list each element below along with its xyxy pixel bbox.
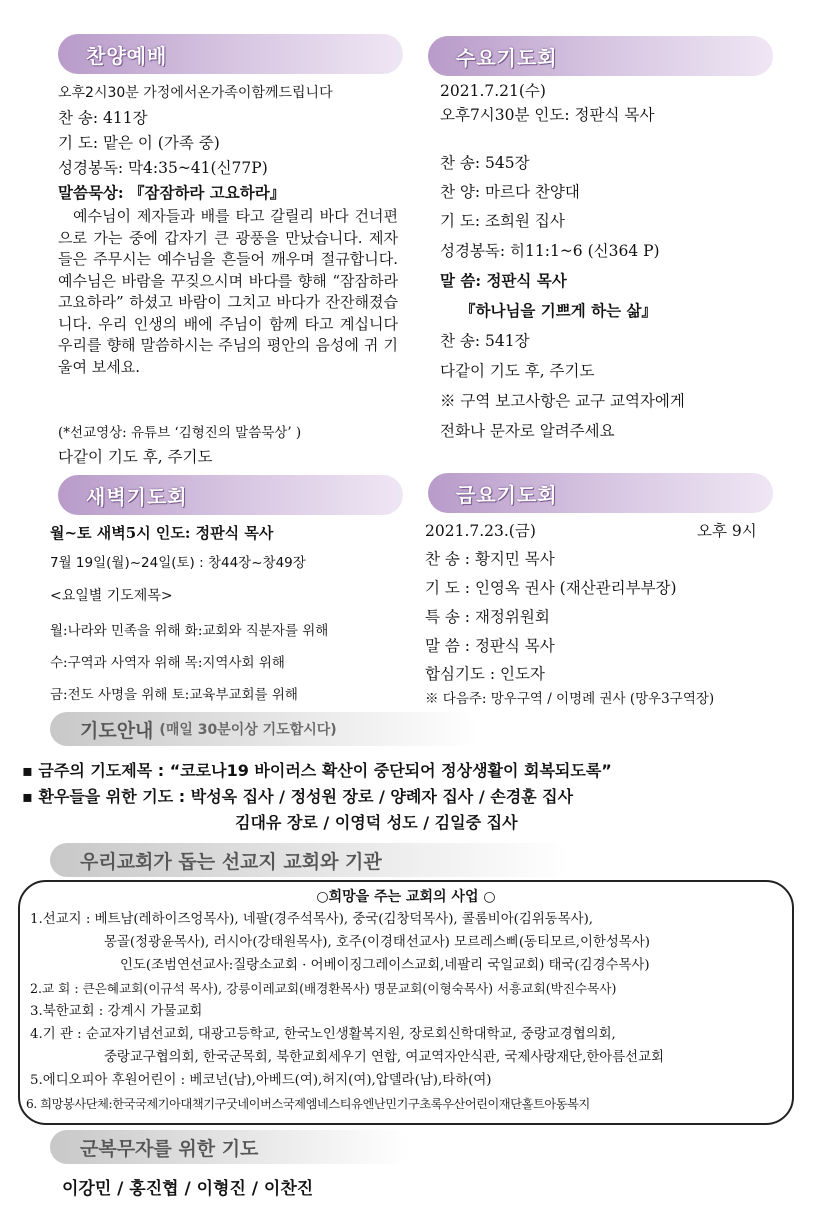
fri-prayer: 기 도 : 인영옥 권사 (재산관리부부장): [425, 579, 677, 597]
wed-time-leader: 오후7시30분 인도: 정판식 목사: [440, 106, 655, 124]
prayer-guide-title: 기도안내: [80, 719, 154, 742]
dawn-topic-fri-sat: 금:전도 사명을 위해 토:교육부교회를 위해: [50, 687, 298, 703]
worship-hymn: 찬 송: 411장: [58, 109, 148, 127]
military-names: 이강민 / 홍진협 / 이형진 / 이찬진: [62, 1179, 314, 1199]
fri-date: 2021.7.23.(금): [425, 522, 536, 540]
wed-hymn-2: 찬 송: 541장: [440, 332, 530, 350]
mission-line-9: 6. 희망봉사단체:한국국제기아대책기구굿네이버스국제엠네스티유엔난민기구초록우산어린이재단홀트아동복지: [26, 1097, 590, 1111]
wed-hymn: 찬 송: 545장: [440, 154, 530, 172]
wed-choir: 찬 양: 마르다 찬양대: [440, 183, 580, 201]
dawn-prayer-section: [50, 522, 410, 712]
dawn-reading: 7월 19일(월)~24일(토) : 창44장~창49장: [50, 555, 306, 571]
worship-video-note: (*선교영상: 유튜브 ‘김형진의 말씀묵상’ ): [58, 425, 302, 441]
military-prayer-header: [50, 1130, 410, 1164]
wednesday-prayer-section: [440, 80, 785, 460]
dawn-prayer-title: 새벽기도회: [86, 484, 188, 509]
prayer-guide-subtitle: (매일 30분이상 기도합시다): [159, 722, 337, 738]
missions-box-title: ○희망을 주는 교회의 사업 ○: [316, 889, 496, 905]
wed-scripture: 성경봉독: 히11:1~6 (신364 P): [440, 242, 660, 260]
wed-sermon-title: 『하나님을 기쁘게 하는 삶』: [460, 301, 657, 320]
mission-line-7: 중랑교구협의회, 한국군목회, 북한교회세우기 연합, 여교역자안식관, 국제사랑재단,한아름선교회: [104, 1050, 664, 1065]
fri-hymn: 찬 송 : 황지민 목사: [425, 550, 555, 568]
mission-line-4: 2.교 회 : 큰은혜교회(이규석 목사), 강릉이레교회(배경환목사) 명문교회(이형숙목사) 서흥교회(박진수목사): [30, 981, 617, 996]
fri-next-week: ※ 다음주: 망우구역 / 이명례 권사 (망우3구역장): [425, 691, 715, 707]
dawn-prayer-header: [58, 475, 403, 515]
mission-line-8: 5.에디오피아 후원어린이 : 베코넌(남),아베드(여),허지(여),압델라(남),타하(여): [30, 1073, 492, 1088]
friday-prayer-title: 금요기도회: [456, 482, 558, 507]
patients-prayer: ▪ 환우들을 위한 기도 : 박성옥 집사 / 정성원 장로 / 양례자 집사 / 손경훈 집사: [22, 787, 574, 806]
mission-line-5: 3.북한교회 : 강계시 가물교회: [30, 1004, 203, 1019]
mission-line-1: 1.선교지 : 베트남(레하이즈엉목사), 네팔(경주석목사), 중국(김창덕목사), 콜롬비아(김위동목사),: [30, 912, 594, 927]
missions-header: [50, 843, 570, 877]
dawn-topic-mon-tue: 월:나라와 민족을 위해 화:교회와 직분자를 위해: [50, 623, 329, 639]
sunday-worship-section: [58, 82, 403, 472]
mission-line-3: 인도(조범연선교사:질랑소교회 · 어베이징그레이스교회,네팔리 국일교회) 태국(김경수목사): [120, 958, 650, 973]
friday-prayer-section: [425, 520, 795, 710]
weekly-prayer-topic: ▪ 금주의 기도제목 : “코로나19 바이러스 확산이 중단되어 정상생활이 회복되도록”: [22, 761, 612, 780]
sunday-worship-title: 찬양예배: [86, 43, 168, 68]
mission-line-6: 4.기 관 : 순교자기념선교회, 대광고등학교, 한국노인생활복지원, 장로회신학대학교, 중랑교경협의회,: [30, 1027, 616, 1042]
prayer-guide-header: [50, 712, 480, 746]
dawn-time-leader: 월~토 새벽5시 인도: 정판식 목사: [50, 524, 274, 542]
fri-special-song: 특 송 : 재정위원회: [425, 608, 550, 626]
wed-prayer: 기 도: 조희원 집사: [440, 212, 565, 230]
wed-closing: 다같이 기도 후, 주기도: [440, 362, 595, 380]
dawn-topics-label: <요일별 기도제목>: [50, 588, 173, 604]
worship-prayer: 기 도: 맡은 이 (가족 중): [58, 134, 220, 152]
wednesday-prayer-header: [428, 36, 773, 76]
sunday-worship-header: [58, 34, 403, 74]
worship-time: 오후2시30분 가정에서온가족이함께드립니다: [58, 85, 333, 101]
worship-scripture: 성경봉독: 막4:35~41(신77P): [58, 159, 268, 177]
fri-time: 오후 9시: [697, 522, 757, 540]
wed-sermon: 말 씀: 정판식 목사: [440, 271, 567, 290]
wed-notice-1: ※ 구역 보고사항은 교구 교역자에게: [440, 392, 685, 410]
missions-title: 우리교회가 돕는 선교지 교회와 기관: [80, 850, 382, 873]
wed-notice-2: 전화나 문자로 알려주세요: [440, 422, 615, 440]
fri-group-prayer: 합심기도 : 인도자: [425, 665, 545, 683]
wednesday-prayer-title: 수요기도회: [456, 45, 558, 70]
wed-date: 2021.7.21(수): [440, 82, 546, 100]
missions-box: [18, 880, 794, 1125]
military-prayer-title: 군복무자를 위한 기도: [80, 1137, 259, 1160]
worship-meditation: 말씀묵상: 『잠잠하라 고요하라』: [58, 183, 286, 202]
dawn-topic-wed-thu: 수:구역과 사역자 위해 목:지역사회 위해: [50, 655, 285, 671]
worship-closing: 다같이 기도 후, 주기도: [58, 448, 213, 466]
patients-prayer-cont: 김대유 장로 / 이영덕 성도 / 김일중 집사: [235, 813, 518, 832]
fri-sermon: 말 씀 : 정판식 목사: [425, 637, 555, 655]
worship-paragraph: 예수님이 제자들과 배를 타고 갈릴리 바다 건너편으로 가는 중에 갑자기 큰 광풍을 만났습니다. 제자들은 주무시는 예수님을 흔들어 깨우며 절규합니다. 예수님은 바람을 꾸짖으시며 바다를 향해 “잠잠하라 고요하라” 하셨고 바람이 그치고 바다가 잔잔해졌습니다. 우리 인생의 배에 주님이 함께 타고 계십니다 우리를 향해 말씀하시는 주님의 평안의 음성에 귀 기울여 보세요.: [58, 207, 398, 376]
friday-prayer-header: [428, 473, 773, 513]
mission-line-2: 몽골(정광윤목사), 러시아(강태원목사), 호주(이경태선교사) 모르레스삐(동티모르,이한성목사): [104, 935, 650, 950]
